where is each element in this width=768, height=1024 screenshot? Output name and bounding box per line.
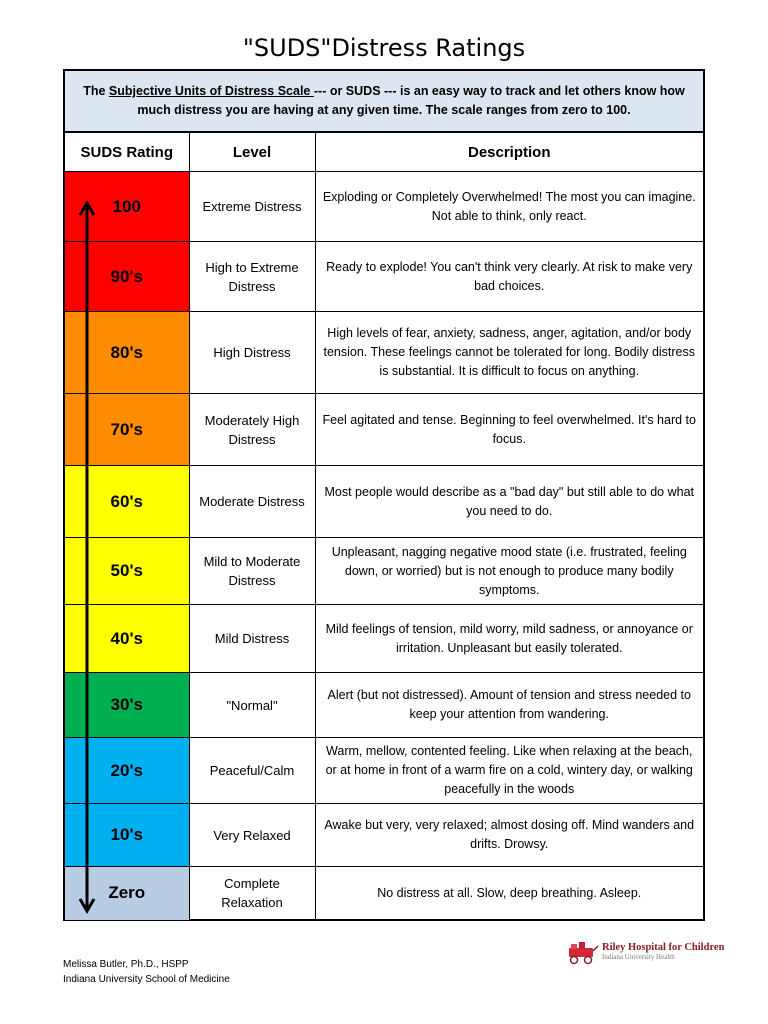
level-cell: Mild to Moderate Distress xyxy=(189,538,315,605)
page-title: "SUDS"Distress Ratings xyxy=(242,34,526,62)
description-cell: Alert (but not distressed). Amount of tension and stress needed to keep your attention from wandering. xyxy=(315,673,703,738)
intro-prefix: The xyxy=(83,84,109,98)
rating-cell: 70's xyxy=(65,394,189,466)
table-row xyxy=(65,804,703,867)
table-row xyxy=(65,867,703,920)
wagon-icon xyxy=(565,939,599,965)
table-header-row xyxy=(65,133,703,172)
table-row xyxy=(65,605,703,673)
riley-hospital-logo xyxy=(565,937,725,967)
header-description: Description xyxy=(315,133,703,172)
description-cell: Unpleasant, nagging negative mood state (i.e. frustrated, feeling down, or worried) but is not enough to produce many bodily symptoms. xyxy=(315,538,703,605)
rating-cell: 80's xyxy=(65,312,189,394)
description-cell: Exploding or Completely Overwhelmed! The most you can imagine. Not able to think, only react. xyxy=(315,172,703,242)
level-cell: Moderate Distress xyxy=(189,466,315,538)
level-cell: Mild Distress xyxy=(189,605,315,673)
intro-term: Subjective Units of Distress Scale xyxy=(108,84,314,98)
level-cell: Complete Relaxation xyxy=(189,867,315,920)
rating-cell: 90's xyxy=(65,242,189,312)
description-cell: High levels of fear, anxiety, sadness, anger, agitation, and/or body tension. These feelings cannot be tolerated for long. Bodily distress is substantial. It is difficult to focus on anything. xyxy=(315,312,703,394)
header-level: Level xyxy=(189,133,315,172)
table-row xyxy=(65,738,703,804)
description-cell: Ready to explode! You can't think very clearly. At risk to make very bad choices. xyxy=(315,242,703,312)
table-row xyxy=(65,394,703,466)
footer-credit xyxy=(63,957,230,987)
intro-suffix: --- or SUDS --- is an easy way to track and let others know how much distress you are having at any given time. The scale ranges from zero to 100. xyxy=(137,84,685,117)
table-row xyxy=(65,673,703,738)
table-row xyxy=(65,466,703,538)
table-row xyxy=(65,172,703,242)
table-row xyxy=(65,538,703,605)
logo-name: Riley Hospital for Children xyxy=(602,942,725,953)
description-cell: Mild feelings of tension, mild worry, mild sadness, or annoyance or irritation. Unpleasant but easily tolerated. xyxy=(315,605,703,673)
description-cell: Feel agitated and tense. Beginning to feel overwhelmed. It's hard to focus. xyxy=(315,394,703,466)
logo-subtitle: Indiana University Health xyxy=(602,953,675,961)
description-cell: Most people would describe as a "bad day" but still able to do what you need to do. xyxy=(315,466,703,538)
table-row xyxy=(65,242,703,312)
suds-table xyxy=(65,133,703,920)
suds-scale-frame xyxy=(63,69,705,921)
table-row xyxy=(65,312,703,394)
level-cell: High Distress xyxy=(189,312,315,394)
level-cell: Extreme Distress xyxy=(189,172,315,242)
intro-text xyxy=(65,71,703,133)
rating-cell: 10's xyxy=(65,804,189,867)
rating-cell: 20's xyxy=(65,738,189,804)
level-cell: Very Relaxed xyxy=(189,804,315,867)
level-cell: "Normal" xyxy=(189,673,315,738)
description-cell: Awake but very, very relaxed; almost dosing off. Mind wanders and drifts. Drowsy. xyxy=(315,804,703,867)
header-suds-rating: SUDS Rating xyxy=(65,133,189,172)
rating-cell: 40's xyxy=(65,605,189,673)
rating-cell: 60's xyxy=(65,466,189,538)
rating-cell: 50's xyxy=(65,538,189,605)
rating-cell: 30's xyxy=(65,673,189,738)
description-cell: Warm, mellow, contented feeling. Like when relaxing at the beach, or at home in front of a warm fire on a cold, wintery day, or walking peacefully in the woods xyxy=(315,738,703,804)
rating-cell: Zero xyxy=(65,867,189,920)
footer-institution: Indiana University School of Medicine xyxy=(63,974,230,985)
level-cell: High to Extreme Distress xyxy=(189,242,315,312)
footer-author: Melissa Butler, Ph.D., HSPP xyxy=(63,959,189,970)
level-cell: Peaceful/Calm xyxy=(189,738,315,804)
rating-cell: 100 xyxy=(65,172,189,242)
level-cell: Moderately High Distress xyxy=(189,394,315,466)
description-cell: No distress at all. Slow, deep breathing. Asleep. xyxy=(315,867,703,920)
